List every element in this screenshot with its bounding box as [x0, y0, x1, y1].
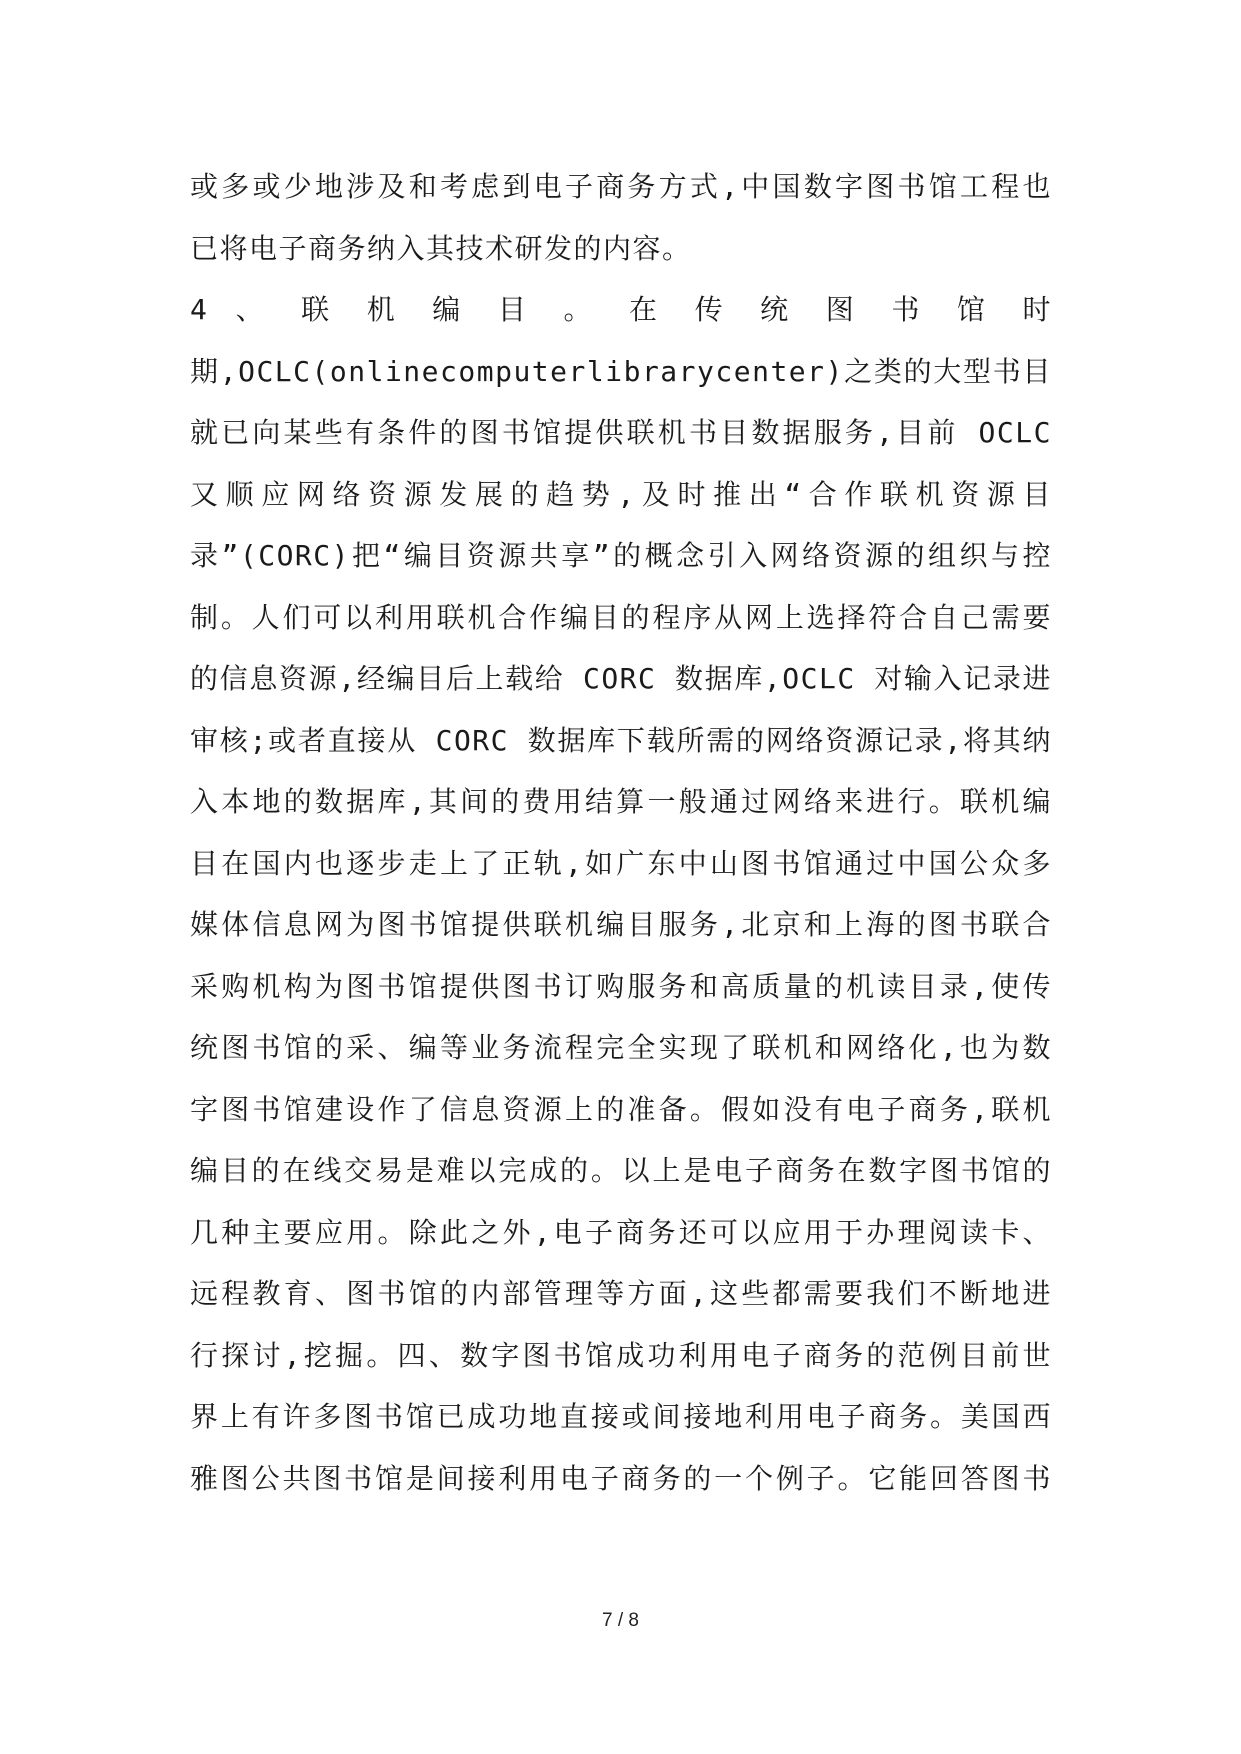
text-line: 已将电子商务纳入其技术研发的内容。 — [190, 231, 692, 265]
text-line: 审核;或者直接从 CORC 数据库下载所需的网络资源记录,将其纳 — [190, 723, 1052, 757]
text-line: 4 、 联 机 编 目 。 在 传 统 图 书 馆 时 — [190, 293, 1052, 326]
text-line: 采购机构为图书馆提供图书订购服务和高质量的机读目录,使传 — [190, 969, 1052, 1003]
text-line: 又顺应网络资源发展的趋势,及时推出“合作联机资源目 — [190, 477, 1052, 511]
text-line: 雅图公共图书馆是间接利用电子商务的一个例子。它能回答图书 — [190, 1461, 1052, 1495]
text-line: 的信息资源,经编目后上载给 CORC 数据库,OCLC 对输入记录进 — [190, 662, 1052, 695]
text-line: 入本地的数据库,其间的费用结算一般通过网络来进行。联机编 — [190, 785, 1052, 818]
text-line: 录”(CORC)把“编目资源共享”的概念引入网络资源的组织与控 — [190, 539, 1052, 572]
page-number: 7 / 8 — [602, 1610, 639, 1631]
text-line: 目在国内也逐步走上了正轨,如广东中山图书馆通过中国公众多 — [190, 846, 1052, 880]
text-line: 字图书馆建设作了信息资源上的准备。假如没有电子商务,联机 — [190, 1092, 1052, 1126]
text-line: 或多或少地涉及和考虑到电子商务方式,中国数字图书馆工程也 — [190, 170, 1052, 203]
text-line: 就已向某些有条件的图书馆提供联机书目数据服务,目前 OCLC — [190, 416, 1052, 449]
text-line: 统图书馆的采、编等业务流程完全实现了联机和网络化,也为数 — [190, 1031, 1052, 1064]
text-line: 期,OCLC(onlinecomputerlibrarycenter)之类的大型书目 — [190, 354, 1052, 388]
text-line: 几种主要应用。除此之外,电子商务还可以应用于办理阅读卡、 — [190, 1215, 1052, 1249]
text-line: 界上有许多图书馆已成功地直接或间接地利用电子商务。美国西 — [190, 1400, 1052, 1433]
text-line: 编目的在线交易是难以完成的。以上是电子商务在数字图书馆的 — [190, 1154, 1052, 1187]
text-line: 远程教育、图书馆的内部管理等方面,这些都需要我们不断地进 — [190, 1277, 1052, 1310]
text-line: 行探讨,挖掘。四、数字图书馆成功利用电子商务的范例目前世 — [190, 1338, 1052, 1372]
text-line: 媒体信息网为图书馆提供联机编目服务,北京和上海的图书联合 — [190, 908, 1052, 941]
text-line: 制。人们可以利用联机合作编目的程序从网上选择符合自己需要 — [190, 600, 1052, 634]
body-text — [190, 156, 1052, 1509]
